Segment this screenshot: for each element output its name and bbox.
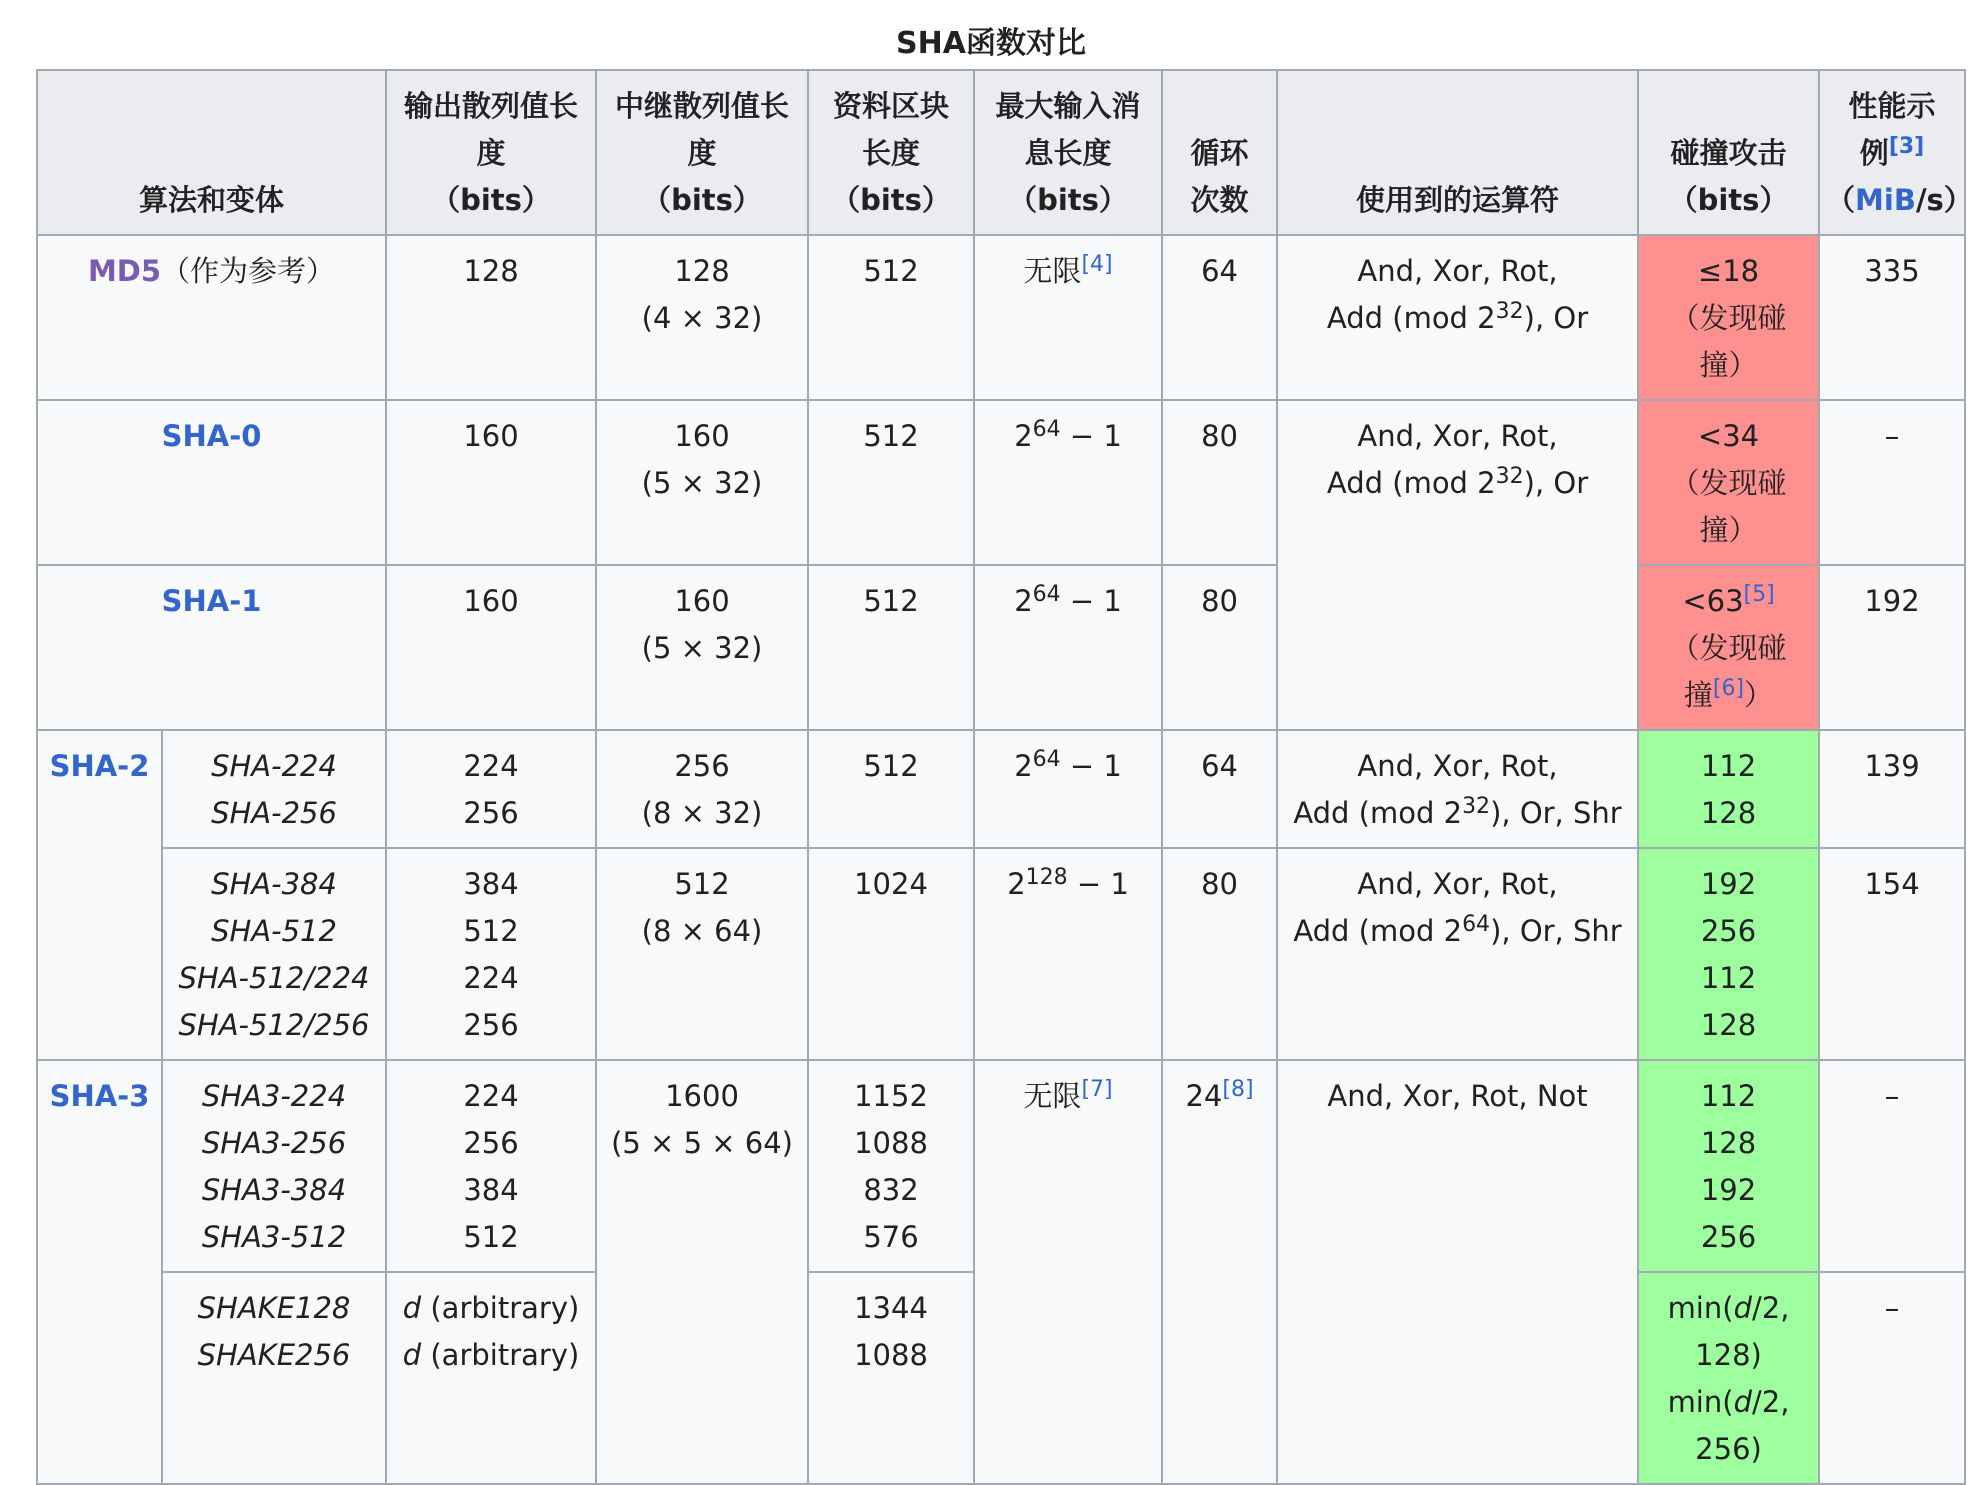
cell-line: 512 — [463, 914, 519, 948]
performance-cell: 154 — [1819, 848, 1965, 1060]
power-rest: − 1 — [1060, 419, 1122, 453]
cell-line: 112 — [1700, 1079, 1757, 1113]
cell-line: 512 — [463, 1220, 519, 1254]
cell-line: 224 — [463, 749, 519, 783]
output-size-cell: 160 — [386, 565, 596, 730]
cell-line: (4 × 32) — [641, 301, 763, 335]
var-d: d — [402, 1291, 422, 1325]
header-row — [37, 70, 1965, 235]
performance-cell: – — [1819, 1060, 1965, 1272]
collision-line3: 撞 — [1683, 678, 1713, 712]
output-size-cell: 160 — [386, 400, 596, 565]
table-caption: SHA函数对比 — [896, 26, 1086, 61]
ops-exponent: 32 — [1495, 464, 1524, 489]
operations-cell — [1277, 848, 1638, 1060]
header-label-line: 息长度 — [1024, 136, 1112, 170]
cell-line: 1088 — [854, 1126, 928, 1160]
rounds-cell: 80 — [1162, 565, 1277, 730]
rounds-cell: 64 — [1162, 730, 1277, 848]
power-exponent: 64 — [1032, 417, 1061, 442]
header-operations-label: 使用到的运算符 — [1356, 183, 1560, 217]
cell-line: (5 × 32) — [641, 466, 763, 500]
var-d: d — [402, 1338, 422, 1372]
cell-line: 128 — [674, 254, 730, 288]
reference-4-link[interactable]: [4] — [1081, 252, 1113, 277]
cell-line: 576 — [863, 1220, 919, 1254]
internal-state-cell — [596, 1060, 808, 1484]
sha3-link[interactable]: SHA-3 — [49, 1079, 150, 1113]
header-label-line: （bits） — [1668, 183, 1789, 217]
variant-name: SHA-384 — [211, 867, 337, 901]
max-message-cell — [974, 400, 1162, 565]
cell-line: (5 × 5 × 64) — [611, 1126, 793, 1160]
power-base: 2 — [1014, 584, 1033, 618]
collision-cell — [1638, 1272, 1819, 1484]
variant-name: SHA-512/256 — [178, 1008, 370, 1042]
header-label-line: 碰撞攻击 — [1670, 136, 1787, 170]
ops-post: ), Or — [1523, 301, 1589, 335]
cell-line: ≤18 — [1697, 254, 1760, 288]
internal-state-cell — [596, 235, 808, 400]
rounds-value: 24 — [1185, 1079, 1223, 1113]
header-internal-state — [596, 70, 808, 235]
internal-state-cell — [596, 565, 808, 730]
cell-line: （发现碰 — [1670, 466, 1787, 500]
reference-link[interactable] — [1713, 676, 1744, 701]
cell-line: 128 — [1700, 796, 1757, 830]
var-d: d — [1733, 1291, 1752, 1325]
cell-line: 160 — [674, 584, 730, 618]
cell-line: 256 — [1700, 914, 1757, 948]
table-row-sha3 — [37, 1060, 1965, 1272]
performance-cell: 335 — [1819, 235, 1965, 400]
rounds-cell: 80 — [1162, 848, 1277, 1060]
cell-line: 256 — [674, 749, 730, 783]
cell-line: 128 — [1700, 1126, 1757, 1160]
cell-line: 1600 — [665, 1079, 739, 1113]
header-label-line: 度 — [687, 136, 717, 170]
header-block-size — [808, 70, 974, 235]
cell-line: 128) — [1695, 1338, 1762, 1372]
cell-line: And, Xor, Rot, — [1357, 419, 1558, 453]
cell-line: 256 — [463, 1008, 519, 1042]
sha-comparison-table — [36, 69, 1973, 1485]
performance-cell: – — [1819, 400, 1965, 565]
collision-cell — [1638, 730, 1819, 848]
table-row-md5 — [37, 235, 1965, 400]
cell-line — [1284, 790, 1631, 837]
cell-line: <34 — [1697, 419, 1760, 453]
performance-cell: 139 — [1819, 730, 1965, 848]
cell-line: 512 — [674, 867, 730, 901]
collision-cell — [1638, 565, 1819, 730]
cell-line: 384 — [463, 867, 519, 901]
header-label-line: 输出散列值长 — [404, 89, 579, 123]
cell-line — [1645, 578, 1812, 625]
ops-pre: Add (mod 2 — [1293, 914, 1463, 948]
cell-line: 112 — [1700, 749, 1757, 783]
operations-cell — [1277, 400, 1638, 730]
variant-cell — [162, 1060, 386, 1272]
ops-post: ), Or, Shr — [1490, 796, 1622, 830]
header-rounds — [1162, 70, 1277, 235]
header-label-line: 度 — [476, 136, 506, 170]
cell-line — [393, 1285, 589, 1332]
cell-line: 832 — [863, 1173, 919, 1207]
table-row-sha2-256 — [37, 730, 1965, 848]
header-label-line: （bits） — [431, 183, 551, 217]
cell-line — [1284, 295, 1631, 342]
power-rest: − 1 — [1060, 749, 1122, 783]
arbitrary-text: (arbitrary) — [421, 1338, 580, 1372]
max-message-cell — [974, 848, 1162, 1060]
arbitrary-text: (arbitrary) — [421, 1291, 580, 1325]
variant-cell — [162, 1272, 386, 1484]
reference-7-link[interactable]: [7] — [1081, 1077, 1113, 1102]
header-label-line: 循环 — [1190, 136, 1249, 170]
ops-post: ), Or, Shr — [1490, 914, 1622, 948]
collision-cell — [1638, 848, 1819, 1060]
cell-line: And, Xor, Rot, — [1357, 254, 1558, 288]
header-operations — [1277, 70, 1638, 235]
power-base: 2 — [1014, 419, 1033, 453]
cell-line: 256 — [463, 796, 519, 830]
internal-state-cell — [596, 400, 808, 565]
header-max-message — [974, 70, 1162, 235]
internal-state-cell — [596, 848, 808, 1060]
block-size-cell: 512 — [808, 400, 974, 565]
cell-line: (8 × 32) — [641, 796, 763, 830]
cell-line: （发现碰 — [1670, 631, 1787, 665]
header-perf-close: /s） — [1915, 183, 1973, 217]
table-row-sha1 — [37, 565, 1965, 730]
block-size-cell: 512 — [808, 565, 974, 730]
cell-line: 256) — [1695, 1432, 1762, 1466]
variant-name: SHAKE256 — [197, 1338, 351, 1372]
header-algorithm — [37, 70, 386, 235]
power-base: 2 — [1007, 867, 1026, 901]
output-size-cell: 128 — [386, 235, 596, 400]
cell-line: 1344 — [854, 1291, 928, 1325]
md5-note: （作为参考） — [161, 254, 336, 288]
output-size-cell — [386, 848, 596, 1060]
table-row-sha0 — [37, 400, 1965, 565]
rounds-cell: 64 — [1162, 235, 1277, 400]
header-performance — [1819, 70, 1973, 235]
reference-6-link[interactable]: [6] — [1712, 676, 1745, 701]
output-size-cell — [386, 1272, 596, 1484]
header-perf-open: （ — [1826, 183, 1856, 217]
cell-line: 224 — [463, 1079, 519, 1113]
header-label-line: 中继散列值长 — [615, 89, 790, 123]
reference-link[interactable] — [1222, 1077, 1253, 1102]
cell-line — [393, 1332, 589, 1379]
performance-cell: – — [1819, 1272, 1965, 1484]
variant-cell — [162, 848, 386, 1060]
header-label-line: 性能示 — [1848, 89, 1936, 123]
ops-exponent: 64 — [1462, 912, 1491, 937]
cell-line: 192 — [1700, 867, 1757, 901]
collision-cell — [1638, 400, 1819, 565]
reference-link[interactable] — [1081, 252, 1112, 277]
sha0-link[interactable]: SHA-0 — [161, 419, 262, 453]
header-label-line: 次数 — [1190, 183, 1249, 217]
cell-line: And, Xor, Rot, — [1357, 867, 1558, 901]
sha1-link[interactable]: SHA-1 — [161, 584, 262, 618]
variant-name: SHAKE128 — [197, 1291, 351, 1325]
reference-link[interactable] — [1744, 582, 1775, 607]
header-collision — [1638, 70, 1819, 235]
reference-link[interactable] — [1081, 1077, 1112, 1102]
power-rest: − 1 — [1060, 584, 1122, 618]
algorithm-cell — [37, 565, 386, 730]
cell-line: 128 — [1700, 1008, 1757, 1042]
power-exponent: 128 — [1025, 865, 1068, 890]
rounds-cell: 80 — [1162, 400, 1277, 565]
variant-name: SHA-512 — [211, 914, 337, 948]
operations-cell: And, Xor, Rot, Not — [1277, 1060, 1638, 1484]
header-label-line: （bits） — [1008, 183, 1128, 217]
max-message-cell — [974, 1060, 1162, 1484]
cell-line: 256 — [1700, 1220, 1757, 1254]
power-exponent: 64 — [1032, 582, 1061, 607]
sha2-link[interactable]: SHA-2 — [49, 749, 150, 783]
header-label-line: （bits） — [831, 183, 951, 217]
var-d: d — [1733, 1385, 1752, 1419]
cell-line: And, Xor, Rot, — [1357, 749, 1558, 783]
min-post: /2, — [1752, 1385, 1790, 1419]
cell-line: 撞） — [1699, 513, 1758, 547]
max-message-cell — [974, 730, 1162, 848]
power-base: 2 — [1014, 749, 1033, 783]
variant-name: SHA-224 — [211, 749, 337, 783]
power-rest: − 1 — [1067, 867, 1129, 901]
variant-name: SHA3-224 — [201, 1079, 347, 1113]
cell-line: 256 — [463, 1126, 519, 1160]
cell-line: 112 — [1700, 961, 1757, 995]
internal-state-cell — [596, 730, 808, 848]
header-perf-line2: 例 — [1859, 136, 1889, 170]
header-label-line: 长度 — [862, 136, 921, 170]
reference-5-link[interactable]: [5] — [1743, 582, 1775, 607]
algorithm-cell — [37, 400, 386, 565]
reference-3-link[interactable]: [3] — [1888, 134, 1925, 159]
variant-name: SHA3-512 — [201, 1220, 347, 1254]
header-output-size — [386, 70, 596, 235]
collision-value: <63 — [1682, 584, 1744, 618]
min-pre: min( — [1667, 1291, 1734, 1325]
block-size-cell — [808, 1060, 974, 1272]
ops-exponent: 32 — [1495, 299, 1524, 324]
cell-line — [1284, 460, 1631, 507]
family-cell — [37, 1060, 162, 1484]
variant-cell — [162, 730, 386, 848]
variant-name: SHA3-384 — [201, 1173, 347, 1207]
output-size-cell — [386, 730, 596, 848]
ops-exponent: 32 — [1462, 794, 1491, 819]
variant-name: SHA-512/224 — [178, 961, 370, 995]
header-label-line: （bits） — [642, 183, 762, 217]
cell-line: (8 × 64) — [641, 914, 763, 948]
header-label-line: 最大输入消 — [995, 89, 1141, 123]
cell-line: 1088 — [854, 1338, 928, 1372]
ops-pre: Add (mod 2 — [1293, 796, 1463, 830]
cell-line: 1152 — [854, 1079, 928, 1113]
operations-cell — [1277, 730, 1638, 848]
block-size-cell: 1024 — [808, 848, 974, 1060]
cell-line — [1645, 1379, 1812, 1426]
cell-line: 撞） — [1699, 348, 1758, 382]
mib-link[interactable]: MiB — [1855, 183, 1916, 217]
reference-8-link[interactable]: [8] — [1222, 1077, 1254, 1102]
collision-cell — [1638, 235, 1819, 400]
algorithm-cell — [37, 235, 386, 400]
ops-pre: Add (mod 2 — [1326, 301, 1496, 335]
block-size-cell: 512 — [808, 235, 974, 400]
collision-cell — [1638, 1060, 1819, 1272]
header-label-line — [1826, 177, 1973, 224]
collision-close: ） — [1744, 678, 1774, 712]
max-message-value: 无限 — [1023, 1079, 1082, 1113]
cell-line: 160 — [674, 419, 730, 453]
ops-post: ), Or — [1523, 466, 1589, 500]
rounds-cell — [1162, 1060, 1277, 1484]
header-label-line — [1826, 130, 1958, 177]
min-pre: min( — [1667, 1385, 1734, 1419]
cell-line: 224 — [463, 961, 519, 995]
variant-name: SHA3-256 — [201, 1126, 347, 1160]
output-size-cell — [386, 1060, 596, 1272]
reference-link[interactable] — [1889, 134, 1924, 159]
ops-pre: Add (mod 2 — [1326, 466, 1496, 500]
md5-link[interactable]: MD5 — [87, 254, 162, 288]
power-exponent: 64 — [1032, 747, 1061, 772]
family-cell — [37, 730, 162, 1060]
performance-cell: 192 — [1819, 565, 1965, 730]
cell-line — [1284, 908, 1631, 955]
max-message-value: 无限 — [1023, 254, 1082, 288]
cell-line: 384 — [463, 1173, 519, 1207]
cell-line: (5 × 32) — [641, 631, 763, 665]
variant-name: SHA-256 — [211, 796, 337, 830]
max-message-cell — [974, 565, 1162, 730]
block-size-cell — [808, 1272, 974, 1484]
cell-line: （发现碰 — [1670, 301, 1787, 335]
header-label-line: 资料区块 — [833, 89, 950, 123]
operations-cell — [1277, 235, 1638, 400]
header-algorithm-label: 算法和变体 — [139, 183, 285, 217]
block-size-cell: 512 — [808, 730, 974, 848]
cell-line — [1645, 1285, 1812, 1332]
min-post: /2, — [1752, 1291, 1790, 1325]
cell-line: 192 — [1700, 1173, 1757, 1207]
max-message-cell — [974, 235, 1162, 400]
table-row-sha2-512 — [37, 848, 1965, 1060]
cell-line — [1645, 672, 1812, 719]
